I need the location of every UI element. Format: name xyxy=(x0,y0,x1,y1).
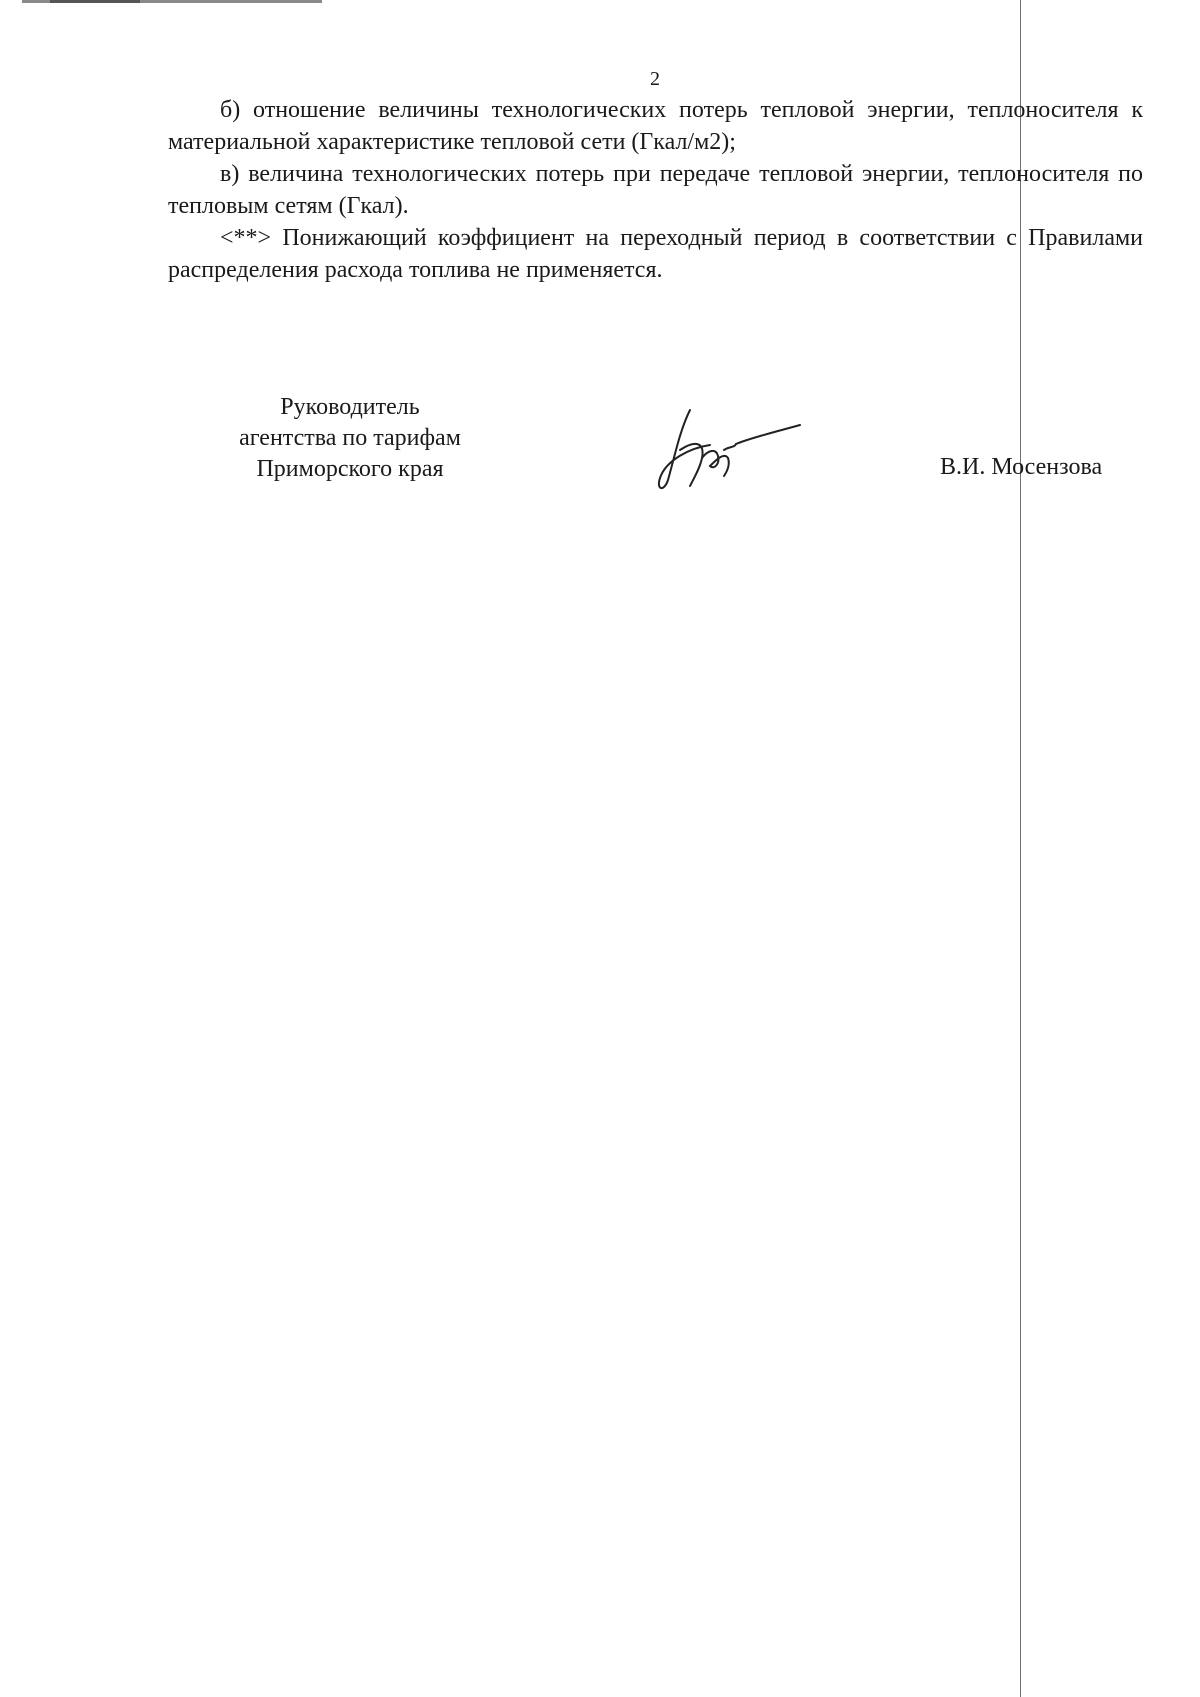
paragraph-v: в) величина технологических потерь при передаче тепловой энергии, теплоносителя по тепловым сетям (Гкал). xyxy=(168,161,1143,219)
signatory-title-line: Руководитель xyxy=(280,394,420,420)
page-number: 2 xyxy=(650,68,660,90)
signatory-title xyxy=(200,392,500,485)
signatory-title-line: агентства по тарифам xyxy=(239,425,461,451)
footnote-paragraph: <**> Понижающий коэффициент на переходный период в соответствии с Правилами распределения расхода топлива не применяется. xyxy=(168,225,1143,283)
scan-edge-mark-dark xyxy=(50,0,140,3)
signatory-title-line: Приморского края xyxy=(256,456,444,482)
document-body xyxy=(168,94,1143,286)
paragraph-b: б) отношение величины технологических потерь тепловой энергии, теплоносителя к материальной характеристике тепловой сети (Гкал/м2); xyxy=(168,97,1143,155)
signer-name: В.И. Мосензова xyxy=(940,454,1103,480)
handwritten-signature xyxy=(650,400,810,495)
